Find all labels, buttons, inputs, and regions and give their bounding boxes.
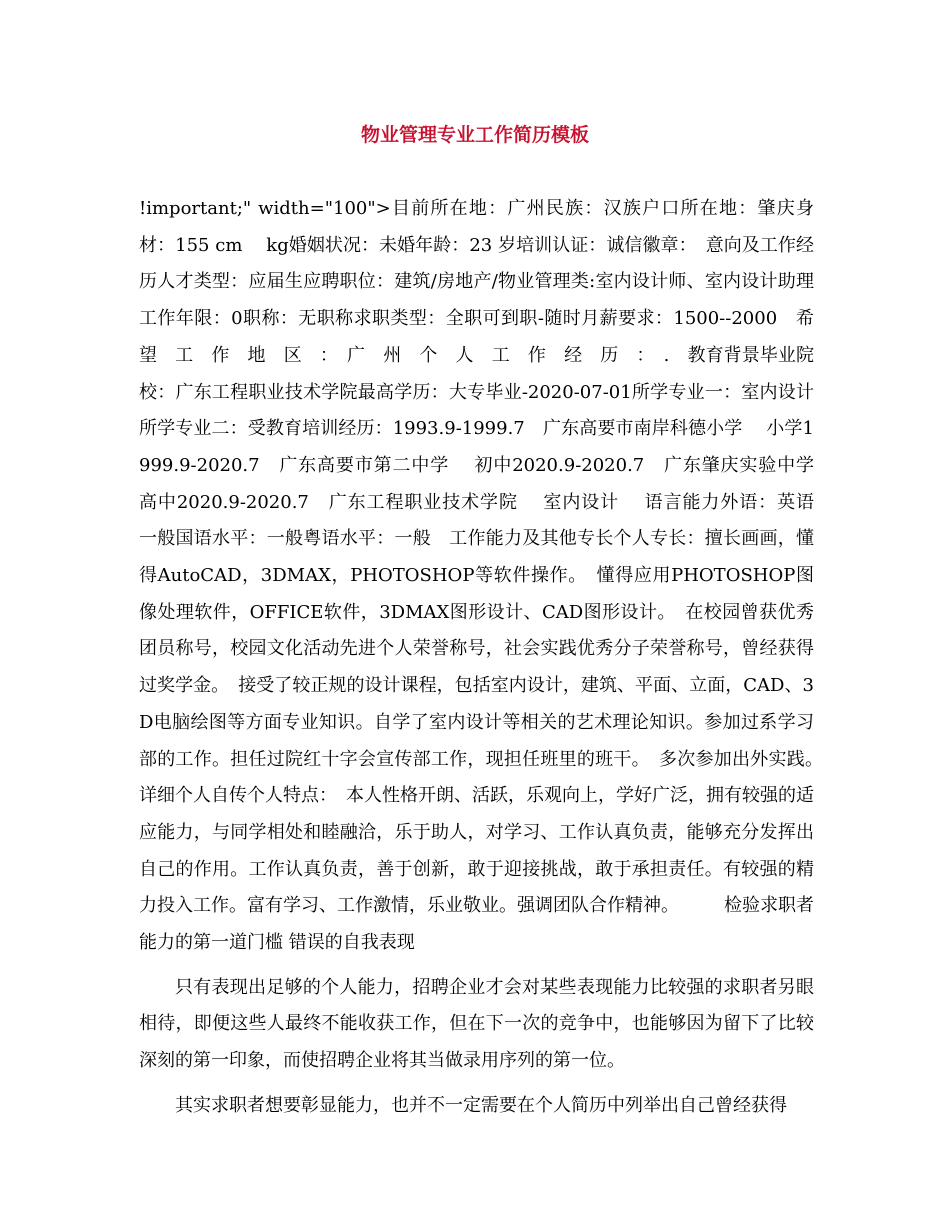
- resume-details-paragraph: !important;" width="100">目前所在地：广州民族：汉族户口所在地：肇庆身材：155 cm kg婚姻状况：未婚年龄：23 岁培训认证：诚信徽章： 意向及工作经历人才类型：应届生应聘职位：建筑/房地产/物业管理类:室内设计师、室内设计助理 工作年限：0职称：无职称求职类型：全职可到职-随时月薪要求：1500--2000 希 望 工 作 地 区 ： 广 州 个 人 工 作 经 历 ： . 教育背景毕业院校：广东工程职业技术学院最高学历：大专毕业-2020-07-01所学专业一：室内设计所学专业二：受教育培训经历：1993.9-1999.7 广东高要市南岸科德小学 小学1999.9-2020.7 广东高要市第二中学 初中2020.9-2020.7 广东肇庆实验中学 高中2020.9-2020.7 广东工程职业技术学院 室内设计 语言能力外语：英语 一般国语水平：一般粤语水平：一般 工作能力及其他专长个人专长：擅长画画，懂得AutoCAD，3DMAX，PHOTOSHOP等软件操作。 懂得应用PHOTOSHOP图像处理软件，OFFICE软件，3DMAX图形设计、CAD图形设计。 在校园曾获优秀团员称号，校园文化活动先进个人荣誉称号，社会实践优秀分子荣誉称号，曾经获得过奖学金。 接受了较正规的设计课程，包括室内设计，建筑、平面、立面，CAD、3D电脑绘图等方面专业知识。自学了室内设计等相关的艺术理论知识。参加过系学习部的工作。担任过院红十字会宣传部工作，现担任班里的班干。 多次参加出外实践。 详细个人自传个人特点： 本人性格开朗、活跃，乐观向上，学好广泛，拥有较强的适应能力，与同学相处和睦融洽，乐于助人，对学习、工作认真负责，能够充分发挥出自己的作用。工作认真负责，善于创新，敢于迎接挑战，敢于承担责任。有较强的精力投入工作。富有学习、工作激情，乐业敬业。强调团队合作精神。 检验求职者能力的第一道门槛 错误的自我表现: [139, 198, 856, 954]
- document-title: 物业管理专业工作简历模板: [360, 124, 589, 146]
- document-body: [139, 191, 856, 1125]
- advice-paragraph-1: 只有表现出足够的个人能力，招聘企业才会对某些表现能力比较强的求职者另眼相待，即便这些人最终不能收获工作，但在下一次的竞争中，也能够因为留下了比较深刻的第一印象，而使招聘企业将其当做录用序列的第一位。: [139, 976, 814, 1072]
- advice-paragraph-2: 其实求职者想要彰显能力，也并不一定需要在个人简历中列举出自己曾经获得: [175, 1094, 787, 1116]
